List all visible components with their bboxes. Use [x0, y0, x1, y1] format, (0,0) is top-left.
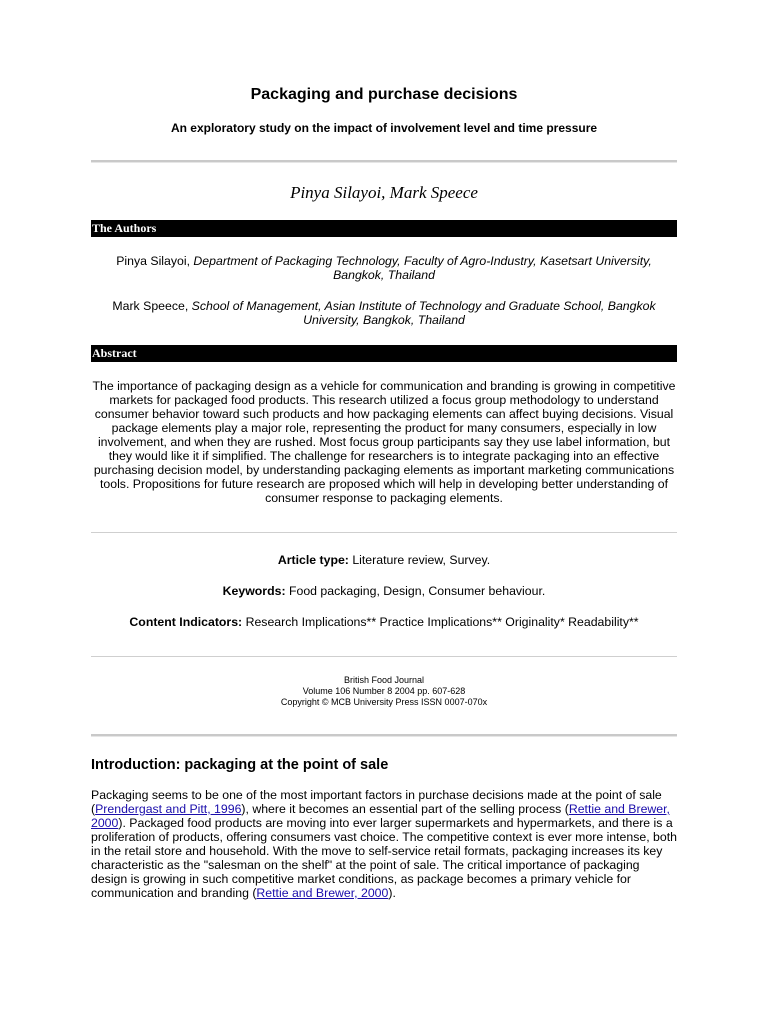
divider	[91, 532, 677, 533]
intro-text-4: ).	[388, 886, 396, 900]
content-indicators-value: Research Implications** Practice Implications** Originality* Readability**	[242, 615, 639, 629]
keywords-value: Food packaging, Design, Consumer behaviour.	[285, 584, 546, 598]
article-type-label: Article type:	[277, 553, 349, 567]
author1-affiliation-text: Department of Packaging Technology, Faculty of Agro-Industry, Kasetsart University, Bangkok, Thailand	[193, 254, 652, 282]
journal-name: British Food Journal	[343, 675, 425, 685]
journal-copyright: Copyright © MCB University Press ISSN 0007-070x	[280, 697, 488, 707]
keywords	[91, 584, 677, 598]
author2-affiliation	[91, 299, 677, 327]
authors-heading-bar: The Authors	[91, 220, 677, 237]
divider	[91, 656, 677, 657]
intro-text-1: Packaging seems to be one of the most important factors in purchase decisions made at the point of sale (	[91, 788, 662, 816]
author2-name: Mark Speece,	[112, 299, 192, 313]
author1-name: Pinya Silayoi,	[116, 254, 194, 268]
abstract-heading-bar: Abstract	[91, 345, 677, 362]
article-type	[91, 553, 677, 567]
author1-affiliation	[91, 254, 677, 282]
intro-paragraph	[91, 788, 677, 900]
article-type-value: Literature review, Survey.	[348, 553, 491, 567]
divider	[91, 160, 677, 163]
content-indicators-label: Content Indicators:	[129, 615, 243, 629]
paper-subtitle: An exploratory study on the impact of involvement level and time pressure	[170, 121, 598, 135]
intro-text-3: ). Packaged food products are moving into ever larger supermarkets and hypermarkets, and there is a proliferation of products, offering consumers vast choice. The competitive context is ever more intense, both in the retail store and household. With the move to self-service retail formats, packaging increases its key characteristic as the "salesman on the shelf" at the point of sale. The critical importance of packaging design is growing in such competitive market conditions, as package becomes a primary vehicle for communication and branding (	[91, 816, 677, 900]
journal-volume: Volume 106 Number 8 2004 pp. 607-628	[302, 686, 466, 696]
citation-link-prendergast[interactable]: Prendergast and Pitt, 1996	[95, 802, 242, 816]
content-indicators	[91, 615, 677, 629]
section-heading: Introduction: packaging at the point of sale	[91, 757, 389, 773]
journal-info	[91, 675, 677, 708]
keywords-label: Keywords:	[222, 584, 286, 598]
author2-affiliation-text: School of Management, Asian Institute of Technology and Graduate School, Bangkok University, Bangkok, Thailand	[191, 299, 656, 327]
citation-link-rettie-2[interactable]: Rettie and Brewer, 2000	[256, 886, 389, 900]
citation-link-rettie-1[interactable]: Rettie and Brewer, 2000	[91, 802, 670, 830]
divider	[91, 734, 677, 737]
abstract-text: The importance of packaging design as a vehicle for communication and branding is growing in competitive markets for packaged food products. This research utilized a focus group methodology to understand consumer behavior toward such products and how packaging elements can affect buying decisions. Visual package elements play a major role, representing the product for many consumers, especially in low involvement, and when they are rushed. Most focus group participants say they use label information, but they would like it if simplified. The challenge for researchers is to integrate packaging into an effective purchasing decision model, by understanding packaging elements as important marketing communications tools. Propositions for future research are proposed which will help in developing better understanding of consumer response to packaging elements.	[92, 379, 676, 505]
paper-title: Packaging and purchase decisions	[250, 86, 518, 103]
intro-text-2: ), where it becomes an essential part of the selling process (	[241, 802, 569, 816]
author-names: Pinya Silayoi, Mark Speece	[290, 183, 478, 202]
